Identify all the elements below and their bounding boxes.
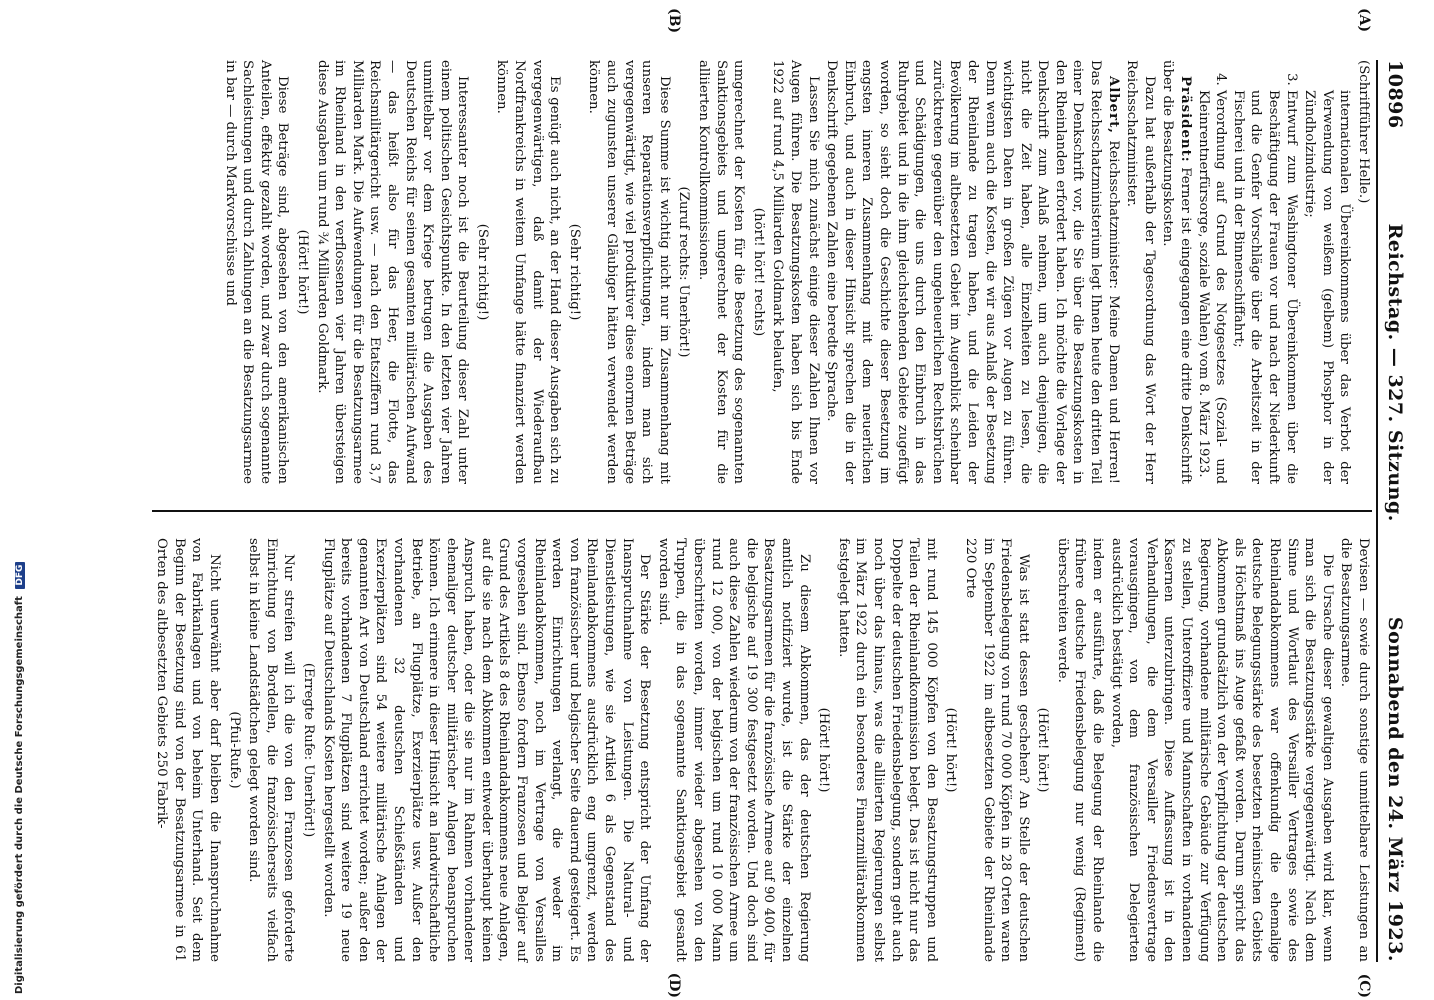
paragraph: indem er ausführte, daß die Belegung der Rheinlande die frühere deutsche Friedensbelegung nur wenig (Regiment) überschreiten werde. <box>1054 538 1106 962</box>
paragraph: Die Ursache dieser gewaltigen Ausgaben wird klar, wenn man sich die Besatzungsstärke vergegenwärtigt. Nach dem Sinne und Wortlaut des Versailler Vertrages sowie des Rheinlandabkommens war offenkundig die ehemalige deutsche Belegungsstärke des besetzten rheinischen Gebiets als Höchstmaß ins Auge gefaßt worden. Darum spricht das Abkommen grundsätzlich von der Verpflichtung der deutschen Regierung, vorhandene militärische Gebäude zur Verfügung zu stellen, Unteroffiziere und Mannschaften in vorhandenen Kasernen unterzubringen. Diese Auffassung ist in den Verhandlungen, die dem Versailler Friedensvertrage vorausgingen, von dem französischen Delegierten ausdrücklich bestätigt worden, <box>1108 538 1335 962</box>
interjection: (Hört! hört!) <box>816 707 832 793</box>
interjection: (hört! hört! rechts) <box>750 207 766 337</box>
paragraph: Lassen Sie mich zunächst einige dieser Zahlen Ihnen vor Augen führen. Die Besatzungskosten haben sich bis Ende 1922 auf rund 4,5 Milliarden Goldmark belaufen, <box>770 60 821 484</box>
document-page <box>54 0 1434 1000</box>
page-header <box>1376 60 1406 962</box>
interjection: (Hört! hört!) <box>943 707 959 793</box>
list-item: 4. Verordnung auf Grund des Notgesetzes (Sozial- und Kleinrentnerfürsorge, soziale Wahlen) vom 8. März 1923. <box>1194 90 1229 484</box>
interjection: (Sehr richtig!) <box>474 223 490 321</box>
interjection: (Hört! hört!) <box>1035 707 1051 793</box>
document-list <box>1194 60 1300 484</box>
right-column <box>152 538 1372 962</box>
paragraph: Diese Summe ist wichtig nicht nur im Zusammenhang mit unseren Reparationsverpflichtungen, indem man sich vergegenwärtigt, wie viel produktiver diese enormen Beträge auch zugunsten unserer Gläubiger hätten verwendet werden können. <box>586 60 672 484</box>
interjection: (Hört! hört!) <box>294 229 310 315</box>
speaker-name: Präsident: <box>1178 76 1194 163</box>
text-columns <box>152 8 1372 998</box>
paragraph: umgerechnet der Kosten für die Besetzung des sogenannten Sanktionsgebiets und umgerechnet der Kosten für die alliierten Kontrollkommissionen. <box>696 60 747 484</box>
header-date: Sonnabend den 24. März 1923. <box>1384 616 1406 962</box>
paragraph: Zu diesem Abkommen, das der deutschen Regierung amtlich notifiziert wurde, ist die Stärke der einzelnen Besatzungsarmeen für die französische Armee auf 90 400, für die belgische auf 19 300 festgesetzt worden. Und doch sind auch diese Zahlen wiederum von der französischen Armee um rund 12 000, von der belgischen um rund 10 000 Mann überschritten worden, immer wieder abgesehen von den Truppen, die in das sogenannte Sanktionsgebiet gesandt worden sind. <box>655 538 812 962</box>
dfg-logo: DFG <box>15 562 25 589</box>
margin-marker-d: (D) <box>666 972 682 998</box>
paragraph: Devisen — sowie durch sonstige unmittelbare Leistungen an die Besatzungsarmee. <box>1338 538 1371 962</box>
paragraph: Albert, Reichsschatzminister: Meine Damen und Herren! Das Reichsschatzministerium legt Ihnen heute den dritten Teil einer Denkschrift vor, die Sie über die Besatzungskosten in den Rheinlanden erfordert haben. Ich möchte die Vorlage der Denkschrift zum Anlaß nehmen, um auch denjenigen, die nicht die Zeit haben, alle Einzelheiten zu lesen, die wichtigsten Daten in großen Zügen vor Augen zu führen. Denn wenn auch die Kosten, die wir aus Anlaß der Besetzung der Rheinlande zu tragen haben, und die Leiden der Bevölkerung im altbesetzten Gebiet im Augenblick scheinbar zurücktreten gegenüber den ungeheuerlichen Rechtsbrüchen und Schädigungen, die uns durch den Einbruch in das Ruhrgebiet und in die ihm gleichstehenden Gebiete zugefügt worden, so sieht doch die Geschichte dieser Besetzung im engsten inneren Zusammenhang mit dem neuerlichen Einbruch, und auch in dieser Hinsicht sprechen die in der Denkschrift gegebenen Zahlen eine beredte Sprache. <box>824 60 1121 484</box>
left-column <box>152 60 1372 484</box>
interjection: (Pfui-Rufe.) <box>226 711 242 789</box>
paragraph: Interessanter noch ist die Beurteilung dieser Zahl unter einem politischen Gesichtspunkte. In den letzten vier Jahren unmittelbar vor dem Kriege betrugen die Ausgaben des Deutschen Reichs für seinen gesamten militärischen Aufwand — das heißt also für das Heer, die Flotte, das Reichsmilitärgericht usw. — nach den Etatsziffern rund 3,7 Milliarden Mark. Die Aufwendungen für die Besatzungsarmee im Rheinland in den verflossenen vier Jahren übersteigen diese Ausgaben um rund ¾ Milliarden Goldmark. <box>314 60 471 484</box>
header-title: Reichstag. — 327. Sitzung. <box>1384 223 1406 522</box>
interjection: (Zuruf rechts: Unerhört!) <box>676 186 692 358</box>
column-divider <box>152 510 1372 512</box>
margin-marker-c: (C) <box>1356 973 1372 998</box>
speaker-name: Albert, <box>1105 76 1121 134</box>
credit-text: Digitalisierung gefördert durch die Deutsche Forschungsgemeinschaft <box>14 596 25 994</box>
paragraph: Dazu hat außerhalb der Tagesordnung das Wort der Herr Reichsschatzminister. <box>1124 60 1157 484</box>
margin-marker-b: (B) <box>666 8 682 34</box>
list-item: 3. Entwurf zum Washingtoner Übereinkommen über die Beschäftigung der Frauen vor und nach der Niederkunft und die Genfer Vorschläge über die Arbeitszeit in der Fischerei und in der Binnenschiffahrt; <box>1229 90 1299 484</box>
digitization-credit <box>0 0 25 1000</box>
paragraph: Präsident: Ferner ist eingegangen eine dritte Denkschrift über die Besatzungskosten. <box>1160 60 1194 485</box>
paragraph: Es genügt auch nicht, an der Hand dieser Ausgaben sich zu vergegenwärtigen, daß damit der Wiederaufbau Nordfrankreichs in weitem Umfange hätte finanziert werden können. <box>494 60 563 484</box>
paragraph: Was ist statt dessen geschehen? An Stelle der deutschen Friedensbelegung von rund 70 000 Köpfen in 28 Orten waren im September 1922 im altbesetzten Gebiete der Rheinlande 220 Orte <box>962 538 1031 962</box>
interjection: (Erregte Rufe: Unerhört!) <box>300 662 316 838</box>
paragraph: Nur streifen will ich die von den Franzosen geforderte Einrichtung von Bordellen, die französischerseits vielfach selbst in kleine Landstädtchen gelegt worden sind. <box>246 538 297 962</box>
interjection: (Sehr richtig!) <box>566 223 582 321</box>
page-number: 10896 <box>1384 60 1406 129</box>
paragraph: Nicht unerwähnt aber darf bleiben die Inanspruchnahme von Fabrikanlagen und von beheim Unterhand. Seit dem Beginn der Besetzung sind von der Besatzungsarmee in 61 Orten des altbesetzten Gebiets 250 Fabrik- <box>154 538 222 962</box>
paragraph: Der Stärke der Besetzung entspricht der Umfang der Inanspruchnahme von Leistungen. Die Natural- und Dienstleistungen, wie sie Artikel 6 als Gegenstand des Rheinlandabkommens ausdrücklich eng umgrenzt, werden von französischer und belgischer Seite dauernd gesteigert. Es werden Einrichtungen verlangt, die weder im Rheinlandabkommen, noch im Vertrage von Versailles vorgesehen sind. Ebenso fordern Franzosen und Belgier auf Grund des Artikels 8 des Rheinlandabkommens neue Anlagen, auf die sie nach dem Abkommen entweder überhaupt keinen Anspruch haben, oder die sie nur im Rahmen vorhandener ehemaliger deutscher militärischer Anlagen beanspruchen können. Ich erinnere in dieser Hinsicht an landwirtschaftliche Betriebe, an Flugplätze, Exerzierplätze usw. Außer den vorhandenen 32 deutschen Schießständen und Exerzierplätzen sind 54 weitere militärische Anlagen der genannten Art von Deutschland errichtet worden; außer den bereits vorhandenen 7 Flugplätzen sind weitere 19 neue Flugplätze auf Deutschlands Kosten hergestellt worden. <box>320 538 653 962</box>
list-intro: internationalen Übereinkommens über das Verbot der Verwendung von weißem (gelbem) Phosphor in der Zündholzindustrie; <box>1302 90 1353 484</box>
margin-marker-a: (A) <box>1356 8 1372 33</box>
speaker-note: (Schriftführer Helle.) <box>1356 60 1371 204</box>
paragraph: Diese Beträge sind, abgesehen von den amerikanischen Anteilen, effektiv gezahlt worden, und zwar durch sogenannte Sachleistungen und durch Zahlungen an die Besatzungsarmee in bar — durch Markvorschüsse und <box>222 60 291 484</box>
paragraph: mit rund 145 000 Köpfen von den Besatzungstruppen und Teilen der Rheinlandkommission belegt. Das ist nicht nur das Doppelte der deutschen Friedensbelegung, sondern geht auch noch über das hinaus, was die alliierten Regierungen selbst im März 1922 durch ein besonderes Finanzmilitärabkommen festgelegt hatten. <box>835 538 939 962</box>
